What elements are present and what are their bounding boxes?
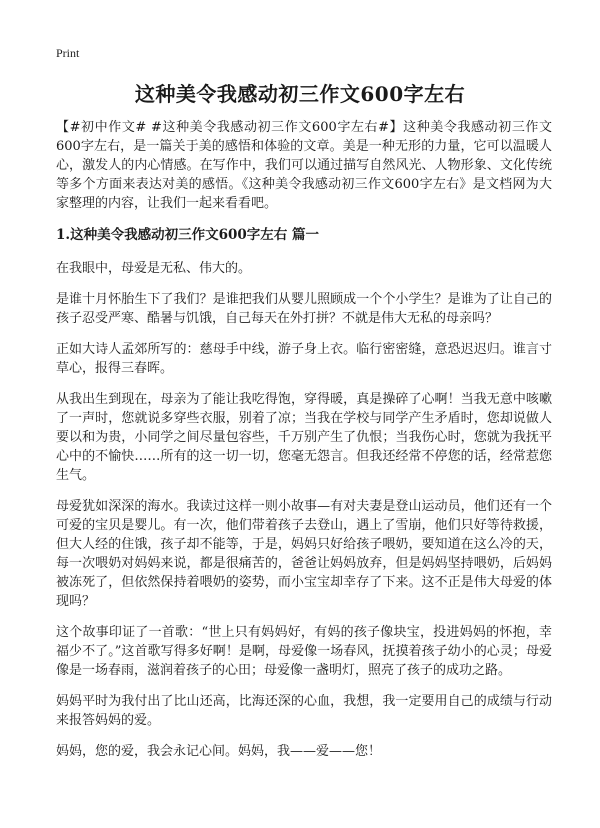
paragraph-2: 是谁十月怀胎生下了我们？是谁把我们从婴儿照顾成一个个小学生？是谁为了让自己的孩子忍受严寒、酷暑与饥饿，自己每天在外打拼？不就是伟大无私的母亲吗？ [56, 292, 552, 326]
paragraph-4: 从我出生到现在，母亲为了能让我吃得饱，穿得暖，真是操碎了心啊！当我无意中咳嗽了一声时，您就说多穿些衣服，别着了凉；当我在学校与同学产生矛盾时，您却说做人要以和为贵，小同学之间尽量包容些，千万别产生了仇恨；当我伤心时，您就为我抚平心中的不愉快……所有的这一切一切，您毫无怨言。但我还经常不停您的话，经常惹您生气。 [56, 392, 552, 483]
paragraph-3: 正如大诗人孟郊所写的：慈母手中线，游子身上衣。临行密密缝，意恐迟迟归。谁言寸草心，报得三春晖。 [56, 342, 552, 376]
section-heading: 1.这种美令我感动初三作文600字左右 篇一 [56, 227, 319, 243]
print-link[interactable]: Print [56, 46, 80, 60]
paragraph-8: 妈妈，您的爱，我会永记心间。妈妈，我——爱——您！ [56, 744, 382, 759]
document-body [56, 118, 552, 773]
paragraph-6: 这个故事印证了一首歌：“世上只有妈妈好，有妈的孩子像块宝，投进妈妈的怀抱，幸福少不了。”这首歌写得多好啊！是啊，母爱像一场春风，抚摸着孩子幼小的心灵；母爱像是一场春雨，滋润着孩子的心田；母爱像一盏明灯，照亮了孩子的成功之路。 [56, 625, 552, 678]
paragraph-5: 母爱犹如深深的海水。我读过这样一则小故事—有对夫妻是登山运动员，他们还有一个可爱的宝贝是婴儿。有一次，他们带着孩子去登山，遇上了雪崩，他们只好等待救援，但大人经的住饿，孩子却不能等，于是，妈妈只好给孩子喂奶，要知道在这么冷的天，每一次喂奶对妈妈来说，都是很痛苦的，爸爸让妈妈放弃，但是妈妈坚持喂奶，后妈妈被冻死了，但依然保持着喂奶的姿势，而小宝宝却幸存了下来。这不正是伟大母爱的体现吗？ [56, 499, 552, 609]
document-title: 这种美令我感动初三作文600字左右 [134, 82, 466, 106]
paragraph-7: 妈妈平时为我付出了比山还高，比海还深的心血，我想，我一定要用自己的成绩与行动来报答妈妈的爱。 [56, 694, 552, 728]
paragraph-1: 在我眼中，母爱是无私、伟大的。 [56, 261, 252, 276]
intro-paragraph: 【#初中作文# #这种美令我感动初三作文600字左右#】这种美令我感动初三作文600字左右，是一篇关于美的感悟和体验的文章。美是一种无形的力量，它可以温暖人心，激发人的内心情感。在写作中，我们可以通过描写自然风光、人物形象、文化传统等多个方面来表达对美的感悟。《这种美令我感动初三作文600字左右》是文档网为大家整理的内容，让我们一起来看看吧。 [56, 120, 552, 211]
